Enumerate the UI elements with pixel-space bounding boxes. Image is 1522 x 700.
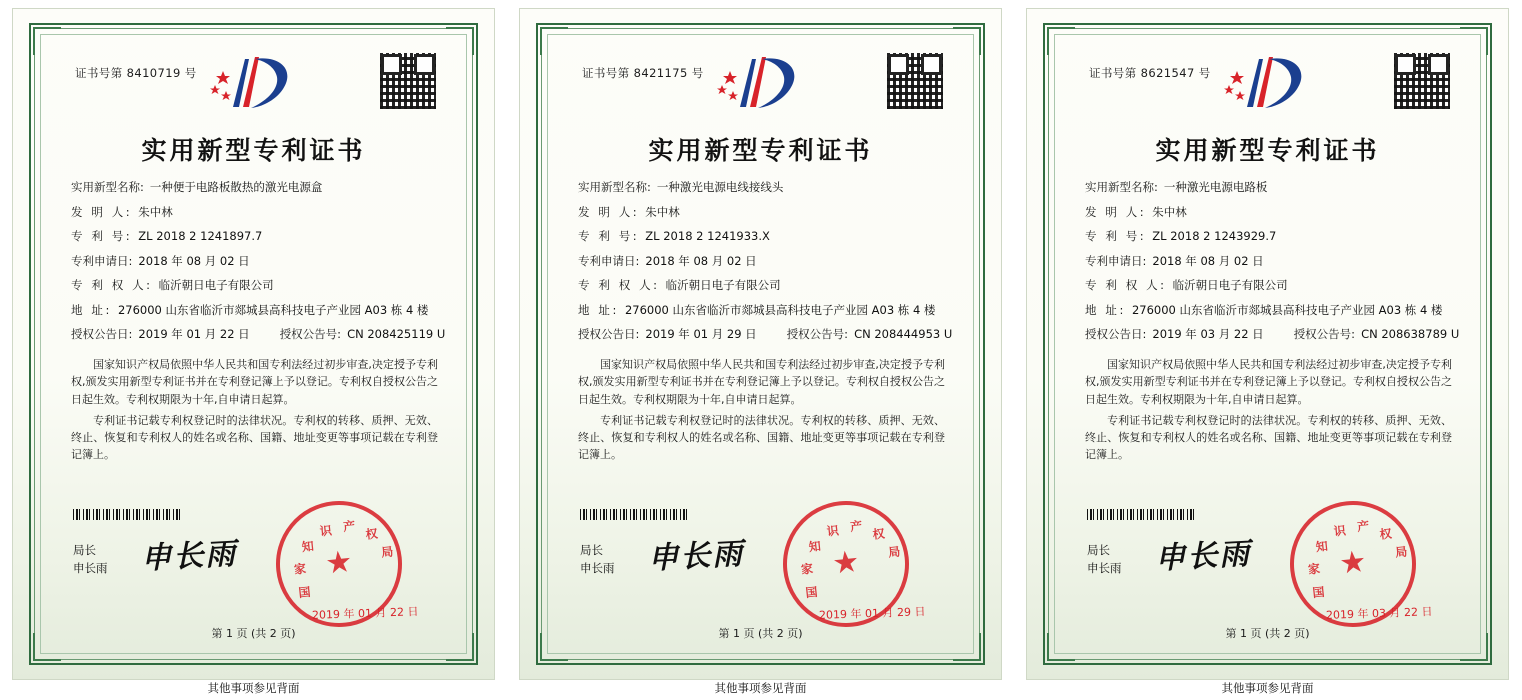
legal-paragraph: 国家知识产权局依照中华人民共和国专利法经过初步审查,决定授予专利权,颁发实用新型专利证书并在专利登记簿上予以登记。专利权自授权公告之日起生效。专利权期限为十年,自申请日起算。 (1085, 358, 1452, 406)
field-label: 实用新型名称: (71, 180, 144, 194)
certificate-footer (49, 487, 458, 647)
certificate-header (1063, 43, 1472, 121)
certificate-header (556, 43, 965, 121)
field-grant-info (578, 327, 953, 342)
field-label: 专 利 权 人: (1085, 278, 1167, 293)
signatory-name: 申长雨 (1087, 560, 1122, 575)
field-value: 朱中林 (645, 204, 680, 219)
field-inventor (71, 206, 440, 218)
field-label: 专利申请日: (71, 253, 133, 268)
handwritten-signature: 申长雨 (1154, 536, 1253, 577)
footnote: 其他事项参见背面 (207, 681, 300, 695)
certificate-fields (49, 181, 458, 340)
footnote: 其他事项参见背面 (714, 681, 807, 695)
signatory-name: 申长雨 (580, 560, 615, 575)
page-number: 第 1 页 (共 2 页) (1225, 627, 1310, 640)
field-label: 发 明 人: (1085, 204, 1147, 219)
signatory-role: 局长 (73, 543, 96, 557)
seal-star-icon: ★ (323, 544, 355, 582)
field-value: 2018 年 08 月 02 日 (138, 253, 250, 268)
certificate-page (1026, 8, 1509, 680)
field-label: 专利申请日: (578, 253, 640, 268)
page-title: 实用新型专利证书 (648, 136, 873, 165)
field-label: 专 利 权 人: (71, 278, 153, 293)
field-value: 朱中林 (138, 204, 173, 219)
certificate-fields (556, 181, 965, 340)
field-value: 2018 年 08 月 02 日 (1152, 253, 1264, 268)
field-label: 实用新型名称: (1085, 180, 1158, 194)
certificate-page (519, 8, 1002, 680)
field-value: 276000 山东省临沂市郯城县高科技电子产业园 A03 栋 4 楼 (117, 302, 429, 317)
certificate-card (1014, 0, 1521, 700)
field-address (1085, 304, 1454, 316)
field-label: 授权公告号: (1293, 327, 1356, 342)
legal-text (49, 356, 458, 462)
certificate-footer (1063, 487, 1472, 647)
field-value: CN 208638789 U (1361, 327, 1460, 342)
signatory-name: 申长雨 (73, 560, 108, 575)
field-inventor (578, 206, 947, 218)
page-title: 实用新型专利证书 (1155, 136, 1380, 165)
field-grant-info (71, 327, 446, 342)
field-patent-number (578, 230, 947, 242)
field-label: 专 利 号: (578, 229, 640, 244)
field-patent-number (1085, 230, 1454, 242)
legal-text (1063, 356, 1472, 462)
page-title: 实用新型专利证书 (141, 136, 366, 165)
seal-date: 2019 年 03 月 22 日 (1325, 605, 1433, 622)
field-label: 地 址: (1085, 302, 1126, 317)
field-patent-holder (71, 279, 440, 291)
field-label: 授权公告日: (71, 327, 133, 342)
field-value: CN 208444953 U (854, 327, 953, 342)
barcode-icon (1087, 509, 1195, 520)
qr-code-icon (1394, 53, 1450, 109)
handwritten-signature: 申长雨 (647, 536, 746, 577)
certificate-card (0, 0, 507, 700)
certificate-footer (556, 487, 965, 647)
field-value: 朱中林 (1152, 204, 1187, 219)
certificate-number: 证书号第 8421175 号 (582, 66, 704, 80)
field-label: 地 址: (71, 302, 112, 317)
field-value: 一种激光电源电线接线头 (656, 180, 784, 194)
field-value: 2019 年 01 月 22 日 (138, 327, 250, 342)
seal-star-icon: ★ (1337, 544, 1369, 582)
field-label: 授权公告号: (786, 327, 849, 342)
barcode-icon (73, 509, 181, 520)
field-label: 地 址: (578, 302, 619, 317)
field-label: 授权公告日: (578, 327, 640, 342)
field-value: 一种激光电源电路板 (1163, 180, 1268, 194)
legal-paragraph: 专利证书记载专利权登记时的法律状况。专利权的转移、质押、无效、终止、恢复和专利权人的姓名或名称、国籍、地址变更等事项记载在专利登记簿上。 (578, 413, 945, 461)
seal-date: 2019 年 01 月 22 日 (311, 605, 419, 622)
field-value: 临沂朝日电子有限公司 (665, 278, 781, 293)
field-value: ZL 2018 2 1243929.7 (1152, 229, 1277, 244)
certificate-content (49, 43, 458, 647)
legal-text (556, 356, 965, 462)
field-label: 专 利 权 人: (578, 278, 660, 293)
field-address (71, 304, 440, 316)
field-grant-info (1085, 327, 1460, 342)
field-value: 2019 年 03 月 22 日 (1152, 327, 1264, 342)
field-label: 专利申请日: (1085, 253, 1147, 268)
field-invention-name (1085, 181, 1454, 193)
legal-paragraph: 国家知识产权局依照中华人民共和国专利法经过初步审查,决定授予专利权,颁发实用新型专利证书并在专利登记簿上予以登记。专利权自授权公告之日起生效。专利权期限为十年,自申请日起算。 (578, 358, 945, 406)
field-value: 2019 年 01 月 29 日 (645, 327, 757, 342)
field-value: 临沂朝日电子有限公司 (1172, 278, 1288, 293)
seal-star-icon: ★ (830, 544, 862, 582)
field-value: CN 208425119 U (347, 327, 446, 342)
qr-code-icon (380, 53, 436, 109)
signature-block (580, 542, 615, 578)
certificate-number: 证书号第 8410719 号 (75, 66, 197, 80)
cnipa-logo-icon (199, 49, 309, 115)
field-patent-number (71, 230, 440, 242)
certificate-header (49, 43, 458, 121)
field-application-date (1085, 255, 1454, 267)
field-value: 临沂朝日电子有限公司 (158, 278, 274, 293)
signature-block (1087, 542, 1122, 578)
cnipa-logo-icon (706, 49, 816, 115)
signature-block (73, 542, 108, 578)
field-value: 一种便于电路板散热的激光电源盒 (149, 180, 323, 194)
field-label: 授权公告日: (1085, 327, 1147, 342)
field-invention-name (578, 181, 947, 193)
field-label: 发 明 人: (71, 204, 133, 219)
certificate-fields (1063, 181, 1472, 340)
footnote: 其他事项参见背面 (1221, 681, 1314, 695)
seal-ring-text: 国 家 知 识 产 权 局 (1307, 518, 1408, 601)
qr-code-icon (887, 53, 943, 109)
legal-paragraph: 专利证书记载专利权登记时的法律状况。专利权的转移、质押、无效、终止、恢复和专利权人的姓名或名称、国籍、地址变更等事项记载在专利登记簿上。 (71, 413, 438, 461)
field-value: ZL 2018 2 1241933.X (645, 229, 770, 244)
certificate-number: 证书号第 8621547 号 (1089, 66, 1211, 80)
field-value: 276000 山东省临沂市郯城县高科技电子产业园 A03 栋 4 楼 (624, 302, 936, 317)
certificate-content (556, 43, 965, 647)
field-label: 专 利 号: (1085, 229, 1147, 244)
field-inventor (1085, 206, 1454, 218)
certificate-page (12, 8, 495, 680)
handwritten-signature: 申长雨 (140, 536, 239, 577)
page-number: 第 1 页 (共 2 页) (211, 627, 296, 640)
seal-ring-text: 国 家 知 识 产 权 局 (293, 518, 394, 601)
field-application-date (71, 255, 440, 267)
certificate-card (507, 0, 1014, 700)
field-application-date (578, 255, 947, 267)
field-address (578, 304, 947, 316)
field-label: 发 明 人: (578, 204, 640, 219)
certificate-content (1063, 43, 1472, 647)
legal-paragraph: 国家知识产权局依照中华人民共和国专利法经过初步审查,决定授予专利权,颁发实用新型专利证书并在专利登记簿上予以登记。专利权自授权公告之日起生效。专利权期限为十年,自申请日起算。 (71, 358, 438, 406)
cnipa-logo-icon (1213, 49, 1323, 115)
field-value: 2018 年 08 月 02 日 (645, 253, 757, 268)
field-label: 实用新型名称: (578, 180, 651, 194)
field-patent-holder (1085, 279, 1454, 291)
signatory-role: 局长 (580, 543, 603, 557)
seal-date: 2019 年 01 月 29 日 (818, 605, 926, 622)
signatory-role: 局长 (1087, 543, 1110, 557)
field-invention-name (71, 181, 440, 193)
barcode-icon (580, 509, 688, 520)
field-patent-holder (578, 279, 947, 291)
field-value: ZL 2018 2 1241897.7 (138, 229, 263, 244)
page-number: 第 1 页 (共 2 页) (718, 627, 803, 640)
field-label: 专 利 号: (71, 229, 133, 244)
legal-paragraph: 专利证书记载专利权登记时的法律状况。专利权的转移、质押、无效、终止、恢复和专利权人的姓名或名称、国籍、地址变更等事项记载在专利登记簿上。 (1085, 413, 1452, 461)
seal-ring-text: 国 家 知 识 产 权 局 (800, 518, 901, 601)
field-value: 276000 山东省临沂市郯城县高科技电子产业园 A03 栋 4 楼 (1131, 302, 1443, 317)
field-label: 授权公告号: (279, 327, 342, 342)
